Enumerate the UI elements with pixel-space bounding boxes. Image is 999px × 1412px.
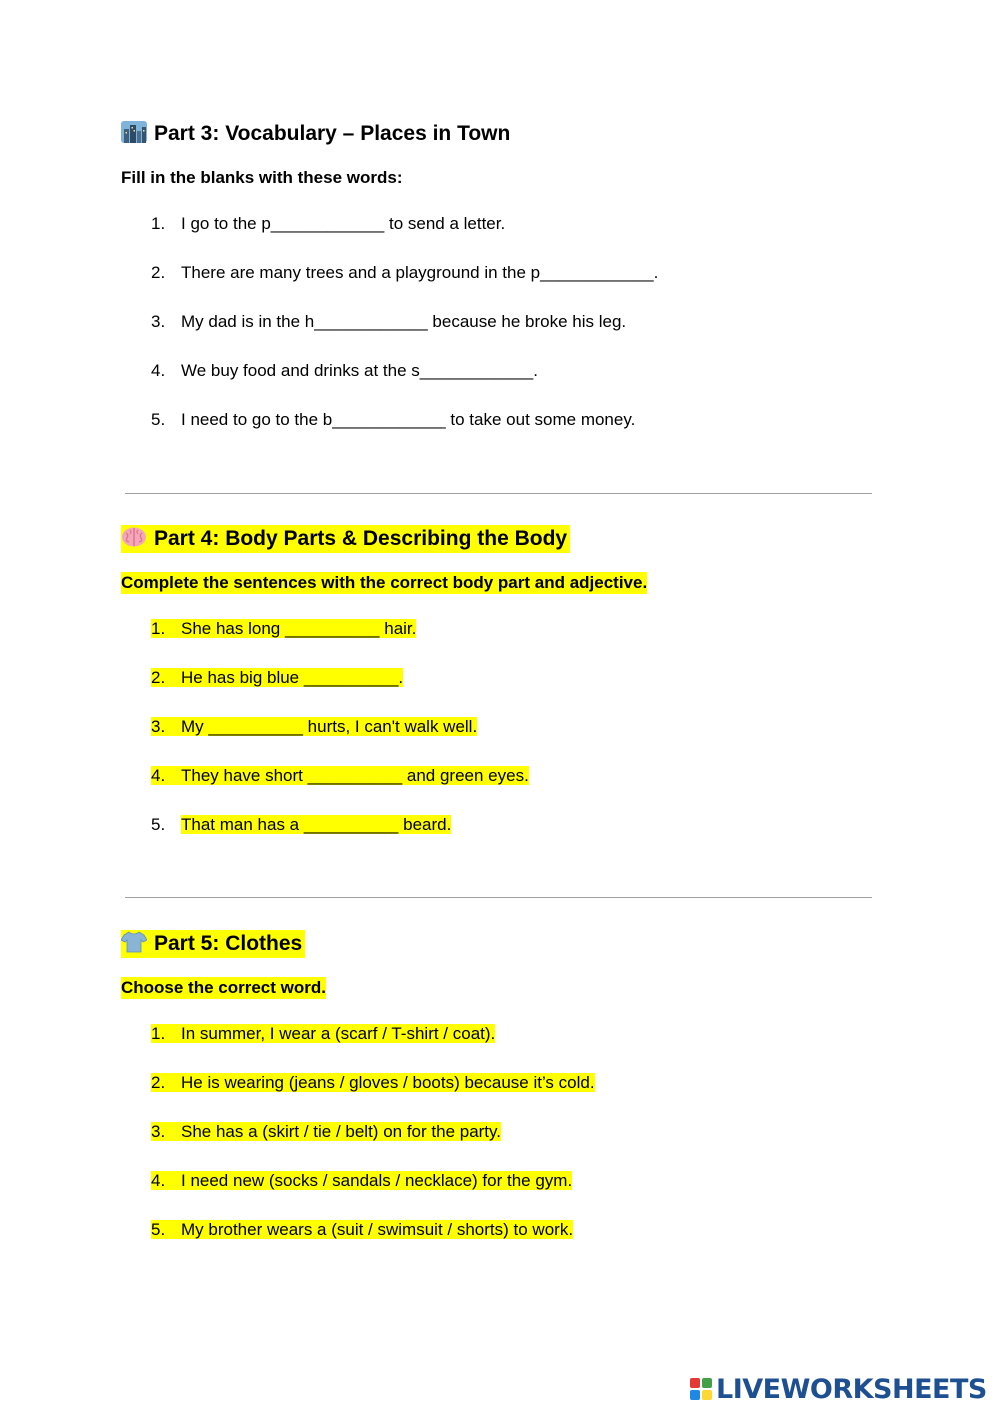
list-item: 3. She has a (skirt / tie / belt) on for the party. [151,1122,501,1141]
list-item: 5. That man has a __________ beard. [151,815,452,834]
list-item: 3. My dad is in the h____________ because he broke his leg. [151,312,627,331]
logo-square [690,1390,700,1400]
list-item: 1. In summer, I wear a (scarf / T-shirt / coat). [151,1024,496,1043]
logo-square [690,1378,700,1388]
part-5-title: Part 5: Clothes [154,932,303,955]
list-item: 2. There are many trees and a playground in the p____________. [151,263,659,282]
list-item: 1. I go to the p____________ to send a letter. [151,214,506,233]
brain-icon [121,526,147,548]
list-item: 2. He is wearing (jeans / gloves / boots) because it’s cold. [151,1073,595,1092]
liveworksheets-logo-text: LIVEWORKSHEETS [716,1373,987,1405]
tshirt-icon [121,931,147,953]
section-divider [125,493,872,494]
part-3-instruction: Fill in the blanks with these words: [121,168,403,187]
list-item: 1. She has long __________ hair. [151,619,417,638]
list-item: 4. We buy food and drinks at the s____________. [151,361,538,380]
part-4-title: Part 4: Body Parts & Describing the Body [154,527,568,550]
logo-square [702,1378,712,1388]
part-3-title: Part 3: Vocabulary – Places in Town [154,122,511,145]
part-5-list [151,1023,595,1268]
part-4-list [151,618,529,863]
liveworksheets-logo-icon [690,1378,712,1400]
part-5-heading [121,930,305,958]
list-item: 5. My brother wears a (suit / swimsuit / shorts) to work. [151,1220,574,1239]
liveworksheets-logo[interactable] [690,1372,987,1406]
part-4-instruction: Complete the sentences with the correct body part and adjective. [121,573,648,592]
list-item: 4. They have short __________ and green eyes. [151,766,529,785]
city-icon [121,121,147,143]
part-4-heading [121,525,570,553]
list-item: 2. He has big blue __________. [151,668,404,687]
list-item: 4. I need new (socks / sandals / necklace) for the gym. [151,1171,573,1190]
part-3-list [151,213,658,458]
list-item: 5. I need to go to the b____________ to take out some money. [151,410,636,429]
list-item: 3. My __________ hurts, I can't walk well. [151,717,478,736]
part-5-instruction: Choose the correct word. [121,978,326,997]
section-divider [125,897,872,898]
part-3-heading [121,120,513,148]
logo-square [702,1390,712,1400]
